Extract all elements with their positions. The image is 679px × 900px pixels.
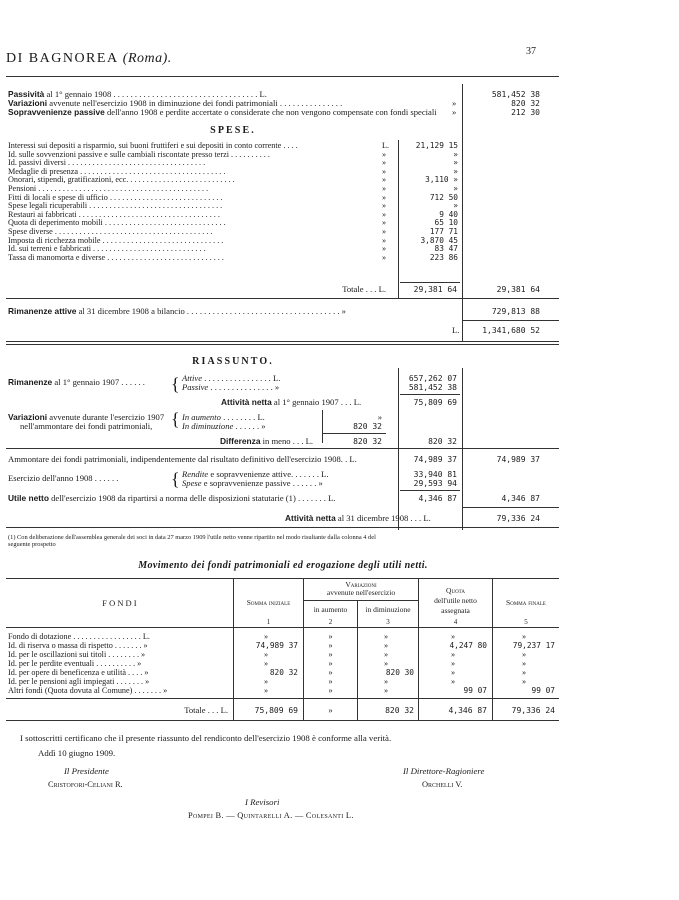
passive-row: Passive . . . . . . . . . . . . . . . »	[182, 382, 280, 392]
direttore-name: Orchelli V.	[422, 780, 463, 789]
top-col-line-right	[462, 84, 463, 342]
rimanenze-attive-value: 729,813 88	[491, 307, 540, 316]
fondo-cell-c1: »	[263, 659, 269, 668]
fondo-row-dots: . . . . . . . . »	[108, 650, 146, 659]
fondo-cell-c4: »	[450, 668, 456, 677]
fondo-cell-c3: 820 30	[385, 668, 414, 677]
attive-value: 657,262 07	[408, 374, 457, 383]
ammontare-rule	[6, 448, 559, 449]
fondo-row-label: Altri fondi (Quota dovuta al Comune)	[8, 686, 133, 695]
col-fondi: FONDI	[102, 598, 139, 608]
utile-netto-value: 4,346 87	[418, 494, 457, 503]
fondo-row-dots: . . . . . . . . . . »	[96, 659, 142, 668]
col-somma: Somma iniziale	[246, 598, 291, 607]
spese-row-unit: »	[382, 184, 387, 193]
riass-col-line-mid	[398, 368, 399, 530]
ammontare-right: 74,989 37	[496, 455, 540, 464]
spese-row-label: Id. sui terreni e fabbricati	[8, 244, 91, 254]
fondo-row-label: Fondo di dotazione	[8, 632, 72, 641]
footnote-line-1: (1) Con deliberazione dell'assemblea generale dei soci in data 27 marzo 1909 l'utile netto venne ripartito nel modo risultante dalla colonna 4 del	[8, 534, 376, 541]
fondo-cell-c5: »	[521, 677, 527, 686]
spese-row-dots: . . . . . . . . . . . . . . . . . . . . . . . . . . . . . . . . .	[89, 201, 223, 211]
fondo-row-label: Id. per le pensioni agli impiegati	[8, 677, 115, 686]
fondo-cell-c2: »	[328, 668, 333, 677]
utile-netto-right: 4,346 87	[501, 494, 540, 503]
mov-total-5: 79,336 24	[511, 706, 555, 715]
mov-totale-label: Totale . . . L.	[184, 705, 228, 715]
differenza-value-2: 820 32	[428, 437, 457, 446]
spese-row-dots: . . . . . . . . . .	[231, 149, 270, 159]
fondo-row	[8, 632, 150, 641]
fondo-cell-c2: »	[328, 686, 333, 695]
spese-row-label: Fitti di locali e spese di ufficio	[8, 192, 108, 202]
fondo-cell-c2: »	[328, 677, 333, 686]
spese-row-label: Spese legali ricuperabili	[8, 201, 88, 211]
aumento-value: »	[377, 412, 382, 422]
spese-row-value: 3,870 45	[420, 235, 458, 245]
spese-row-dots: . . . . . . . . . . . . . . . . . . . . . . . . . . . . . .	[102, 235, 224, 245]
spese-row-label: Tassa di manomorta e diverse	[8, 252, 106, 262]
spese-row-label: Quota di deperimento mobili	[8, 218, 103, 228]
col-num-5: 5	[524, 618, 528, 626]
rendite-value: 33,940 81	[413, 470, 457, 479]
spese-bottom-rule	[6, 298, 559, 299]
spese-totale-right: 29,381 64	[496, 285, 540, 294]
col-diminuzione: in diminuzione	[365, 605, 411, 614]
fondo-cell-c3: »	[383, 659, 389, 668]
diminuzione-row: In diminuzione . . . . . . »	[182, 421, 266, 431]
spese-row-dots: . . . . . . . . . . . . . . . . . . . . . . . . . . . . . . . . . .	[68, 158, 206, 168]
mov-total-4: 4,346 87	[448, 706, 487, 715]
spese-row-label: Id. passivi diversi	[8, 158, 66, 168]
movimento-title: Movimento dei fondi patrimoniali ed erogazione degli utili netti.	[138, 560, 428, 571]
variazioni-unit: »	[452, 98, 457, 108]
spese-row-unit: »	[382, 209, 387, 219]
spese-row-unit: »	[382, 149, 387, 159]
fondo-cell-c3: »	[383, 632, 389, 641]
spese-row-value: 177 71	[429, 227, 458, 236]
fondo-cell-c2: »	[328, 659, 333, 668]
fondo-row-dots: . . . . . . . »	[134, 686, 168, 695]
col-finale: Somma finale	[506, 598, 546, 607]
spese-row-value: 223 86	[429, 252, 458, 262]
fondo-cell-c5: »	[521, 632, 527, 641]
col-num-3: 3	[386, 618, 390, 626]
mov-total-rule	[6, 698, 559, 699]
certification-text: I sottoscritti certificano che il presente riassunto del rendiconto dell'esercizio 1908 è conforme alla verità.	[20, 733, 392, 743]
fondo-cell-c4: »	[450, 659, 456, 668]
spese-row-value: »	[453, 158, 458, 168]
mov-var-rule	[303, 600, 418, 601]
var-sub-rule	[322, 433, 386, 434]
spese-row	[8, 253, 224, 262]
spese-row-unit: »	[382, 175, 387, 185]
variazioni-1907-line2: nell'ammontare dei fondi patrimoniali,	[20, 421, 153, 431]
spese-row-value: »	[453, 184, 458, 193]
spese-sum-rule	[400, 282, 460, 283]
differenza-row: Differenza in meno . . . L.	[220, 436, 314, 446]
spese-row-dots: . . . . . . . . . . . . . . . . . . . . . . . . . . . . . . . . . . . . . . .	[54, 227, 213, 236]
fondo-cell-c2: »	[328, 632, 333, 641]
spese-totale-label: Totale . . . L.	[342, 284, 386, 294]
fondo-row-dots: . . . . . . . »	[114, 641, 148, 650]
presidente-name: Cristofori-Celiani R.	[48, 780, 123, 789]
mov-head-rule	[6, 627, 559, 628]
spese-row-label: Pensioni	[8, 184, 37, 193]
fondo-row	[8, 641, 148, 650]
spese-row-value: 9 40	[439, 209, 458, 219]
fondo-row-label: Id. per opere di beneficenza e utilità	[8, 668, 126, 677]
rimanenze-attive-row: Rimanenze attive al 31 dicembre 1908 a bilancio . . . . . . . . . . . . . . . . . . . . . . . . . . . . . . . . . . . . »	[8, 306, 346, 316]
spese-totale-value: 29,381 64	[413, 285, 457, 294]
spese-row-unit: »	[382, 235, 387, 245]
fondo-cell-c4: »	[450, 677, 456, 686]
spese-row-dots: . . . . . . . . . . . . . . . . . . . . . . . . . . . . . . . . . . . .	[80, 166, 226, 176]
spese-row-dots: . . . . . . . . . . . . . . . . . . . . . . . . . . . . . . . . . . .	[78, 209, 220, 219]
grand-double-rule-2	[6, 344, 559, 345]
variazioni-1907: Variazioni avvenute durante l'esercizio 1907	[8, 412, 165, 422]
spese-row-unit: »	[382, 227, 387, 236]
fondo-cell-c5: »	[521, 650, 527, 659]
riassunto-bottom-rule	[6, 527, 559, 528]
bank-name	[6, 51, 172, 67]
page-number: 37	[526, 46, 536, 57]
mov-total-3: 820 32	[385, 706, 414, 715]
fondo-row-dots: . . . . . . . . . . . . . . . . . L.	[73, 632, 150, 641]
presidente-title: Il Presidente	[64, 766, 109, 776]
col-variazioni-2: avvenute nell'esercizio	[326, 588, 396, 597]
variazioni-value: 820 32	[511, 99, 540, 108]
fondo-cell-c1: »	[263, 677, 269, 686]
grand-unit: L.	[452, 325, 460, 335]
spese-row-label: Restauri ai fabbricati	[8, 209, 77, 219]
direttore-title: Il Direttore-Ragioniere	[403, 766, 485, 776]
fondo-cell-c1: »	[263, 686, 269, 695]
fondo-cell-c3: »	[383, 641, 389, 650]
spese-row-label: Medaglie di presenza	[8, 166, 79, 176]
passivita-row: Passività al 1° gennaio 1908 . . . . . . . . . . . . . . . . . . . . . . . . . . . . . . . . . . L.	[8, 89, 267, 99]
spese-row-dots: . . . . . . . . . . . . . . . . . . . . . . . . . . . .	[109, 192, 223, 202]
fondo-cell-c5: »	[521, 668, 527, 677]
fondo-cell-c5: »	[521, 659, 527, 668]
rimanenze-1907: Rimanenze al 1° gennaio 1907 . . . . . .	[8, 377, 145, 387]
spese-row-unit: »	[382, 252, 387, 262]
sopravvenienze-row: Sopravvenienze passive dell'anno 1908 e perdite accertate o considerate che non vengono compensate con fondi speciali	[8, 107, 437, 117]
passive-value: 581,452 38	[408, 383, 457, 392]
brace-rimanenze: {	[171, 374, 180, 394]
final-rule	[462, 507, 559, 508]
riass-col-line-right	[462, 368, 463, 530]
fondo-cell-c5: 99 07	[531, 686, 555, 695]
fondo-cell-c4: 99 07	[463, 686, 487, 695]
fondo-cell-c3: »	[383, 686, 389, 695]
ammontare-value: 74,989 37	[413, 455, 457, 464]
fondo-row-label: Id. per le oscillazioni sui titoli	[8, 650, 107, 659]
footnote-line-2: seguente prospetto	[8, 541, 56, 548]
spese-row-unit: »	[382, 244, 387, 254]
variazioni-row: Variazioni avvenute nell'esercizio 1908 in diminuzione dei fondi patrimoniali . . . . . . . . . . . . . . .	[8, 98, 343, 108]
attivita-netta-1908: Attività netta al 31 dicembre 1908 . . . L.	[285, 513, 431, 523]
fondo-cell-c2: »	[328, 650, 333, 659]
brace-esercizio: {	[171, 469, 180, 489]
fondo-cell-c4: »	[450, 632, 456, 641]
fondo-row-dots: . . . . . . . »	[116, 677, 150, 686]
spese-value: 29,593 94	[413, 479, 457, 488]
utile-netto-row: Utile netto dell'esercizio 1908 da ripartirsi a norma delle disposizioni statutarie (1) . . . . . . . L.	[8, 493, 336, 503]
attivita-rule	[400, 394, 460, 395]
col-num-4: 4	[453, 618, 458, 626]
date-line: Addì 10 giugno 1909.	[38, 748, 116, 758]
spese-row-unit: »	[382, 218, 387, 228]
spese-row-label: Onorari, stipendi, gratificazioni, ecc.	[8, 175, 129, 185]
grand-double-rule-1	[6, 341, 559, 342]
col-num-1: 1	[266, 618, 271, 626]
spese-row-unit: »	[382, 192, 387, 202]
fondo-cell-c3: »	[383, 677, 389, 686]
mov-total-2: »	[328, 705, 333, 715]
spese-row-value: 3,110 »	[425, 175, 458, 185]
spese-row: Spese e sopravvenienze passive . . . . . . »	[182, 478, 323, 488]
attivita-netta-1907-value: 75,809 69	[413, 398, 457, 407]
spese-row-label: Spese diverse	[8, 227, 53, 236]
attive-row: Attive . . . . . . . . . . . . . . . . L.	[182, 373, 281, 383]
mov-bottom-rule	[6, 720, 559, 721]
attivita-netta-1907: Attività netta al 1° gennaio 1907 . . . L.	[221, 397, 362, 407]
spese-row-unit: L.	[382, 141, 390, 150]
col-quota-2: dell'utile netto	[434, 596, 477, 605]
spese-row-unit: »	[382, 158, 387, 168]
differenza-value: 820 32	[353, 437, 382, 446]
col-quota-1: Quota	[446, 586, 465, 595]
fondo-cell-c1: »	[263, 632, 269, 641]
fondo-row	[8, 677, 149, 686]
esercizio-row: Esercizio dell'anno 1908 . . . . . .	[8, 473, 119, 483]
fondo-cell-c3: »	[383, 650, 389, 659]
spese-row-value: »	[453, 201, 458, 211]
fondo-row	[8, 659, 141, 668]
fondo-row	[8, 668, 149, 677]
spese-heading: SPESE.	[210, 125, 256, 136]
spese-row-dots: . . . . . . . . . . . . . . . . . . . . . . . . . . . . . .	[104, 218, 226, 228]
spese-row-label: Interessi sui depositi a risparmio, sui buoni fruttiferi e sui depositi in conto corrente	[8, 141, 282, 150]
spese-row-label: Imposta di ricchezza mobile	[8, 235, 101, 245]
col-variazioni-1: Variazioni	[345, 580, 377, 589]
diminuzione-value: 820 32	[353, 422, 382, 431]
revisori-names: Pompei B. — Quintarelli A. — Colesanti L.	[188, 811, 354, 820]
header-rule	[6, 76, 559, 77]
fondo-cell-c5: 79,237 17	[512, 641, 555, 650]
spese-row-value: »	[453, 166, 458, 176]
fondo-cell-c1: 74,989 37	[255, 641, 298, 650]
spese-row-dots: . . . .	[283, 141, 298, 150]
attivita-netta-1908-value: 79,336 24	[496, 514, 540, 523]
fondo-row-label: Id. per le perdite eventuali	[8, 659, 95, 668]
spese-row-value: 83 47	[434, 244, 458, 254]
spese-row-value: 712 50	[429, 192, 458, 202]
col-quota-3: assegnata	[441, 606, 470, 615]
spese-row-dots: . . . . . . . . . . . . . . . . . . . . . . . . . . . . . . . . . . . . . . . . . .	[38, 184, 209, 193]
brace-variazioni: {	[171, 409, 180, 429]
revisori-title: I Revisori	[245, 797, 280, 807]
grand-value: 1,341,680 52	[482, 326, 540, 335]
fondo-row	[8, 686, 167, 695]
spese-row-dots: . . . . . . . . . . . . . . . . . . . . . . . . . . . . .	[107, 252, 224, 262]
col-aumento: in aumento	[313, 605, 348, 614]
fondo-cell-c4: »	[450, 650, 456, 659]
spese-row-value: 65 10	[434, 218, 458, 228]
utile-rule	[400, 490, 460, 491]
spese-row-dots: . . . . . . . . . . . . . . . . . . . . . . . . . .	[130, 175, 235, 185]
col-num-2: 2	[328, 618, 333, 626]
spese-row-value: »	[453, 149, 458, 159]
sopravvenienze-unit: »	[452, 107, 457, 117]
fondo-cell-c2: »	[328, 641, 333, 650]
var-sub-line	[322, 410, 323, 443]
header-title: DI BAGNOREA	[6, 51, 118, 66]
passivita-value: 581,452 38	[491, 90, 540, 99]
aumento-row: In aumento . . . . . . . . L.	[182, 412, 265, 422]
mov-top-rule	[6, 578, 559, 579]
spese-row-unit: »	[382, 201, 387, 211]
header-subtitle: (Roma).	[122, 51, 172, 66]
ammontare-row: Ammontare dei fondi patrimoniali, indipendentemente dal risultato definitivo dell'esercizio 1908. . L.	[8, 454, 357, 464]
fondo-cell-c1: »	[263, 650, 269, 659]
sopravvenienze-value: 212 30	[511, 108, 540, 117]
fondo-row	[8, 650, 145, 659]
fondo-row-dots: . . . . »	[128, 668, 149, 677]
riassunto-heading: RIASSUNTO.	[192, 356, 274, 367]
fondo-cell-c4: 4,247 80	[449, 641, 487, 650]
fondo-row-label: Id. di riserva o massa di rispetto	[8, 641, 113, 650]
fondo-cell-c1: 820 32	[269, 668, 298, 677]
rendite-row: Rendite e sopravvenienze attive. . . . . . . L.	[182, 469, 329, 479]
grand-rule	[462, 320, 559, 321]
spese-row-value: 21,129 15	[415, 141, 458, 150]
spese-row-label: Id. sulle sovvenzioni passive e sulle cambiali riscontate presso terzi	[8, 149, 229, 159]
mov-total-1: 75,809 69	[254, 706, 298, 715]
spese-row-unit: »	[382, 166, 387, 176]
spese-row-dots: . . . . . . . . . . . . . . . . . . . . . . . . . . . .	[93, 244, 206, 254]
